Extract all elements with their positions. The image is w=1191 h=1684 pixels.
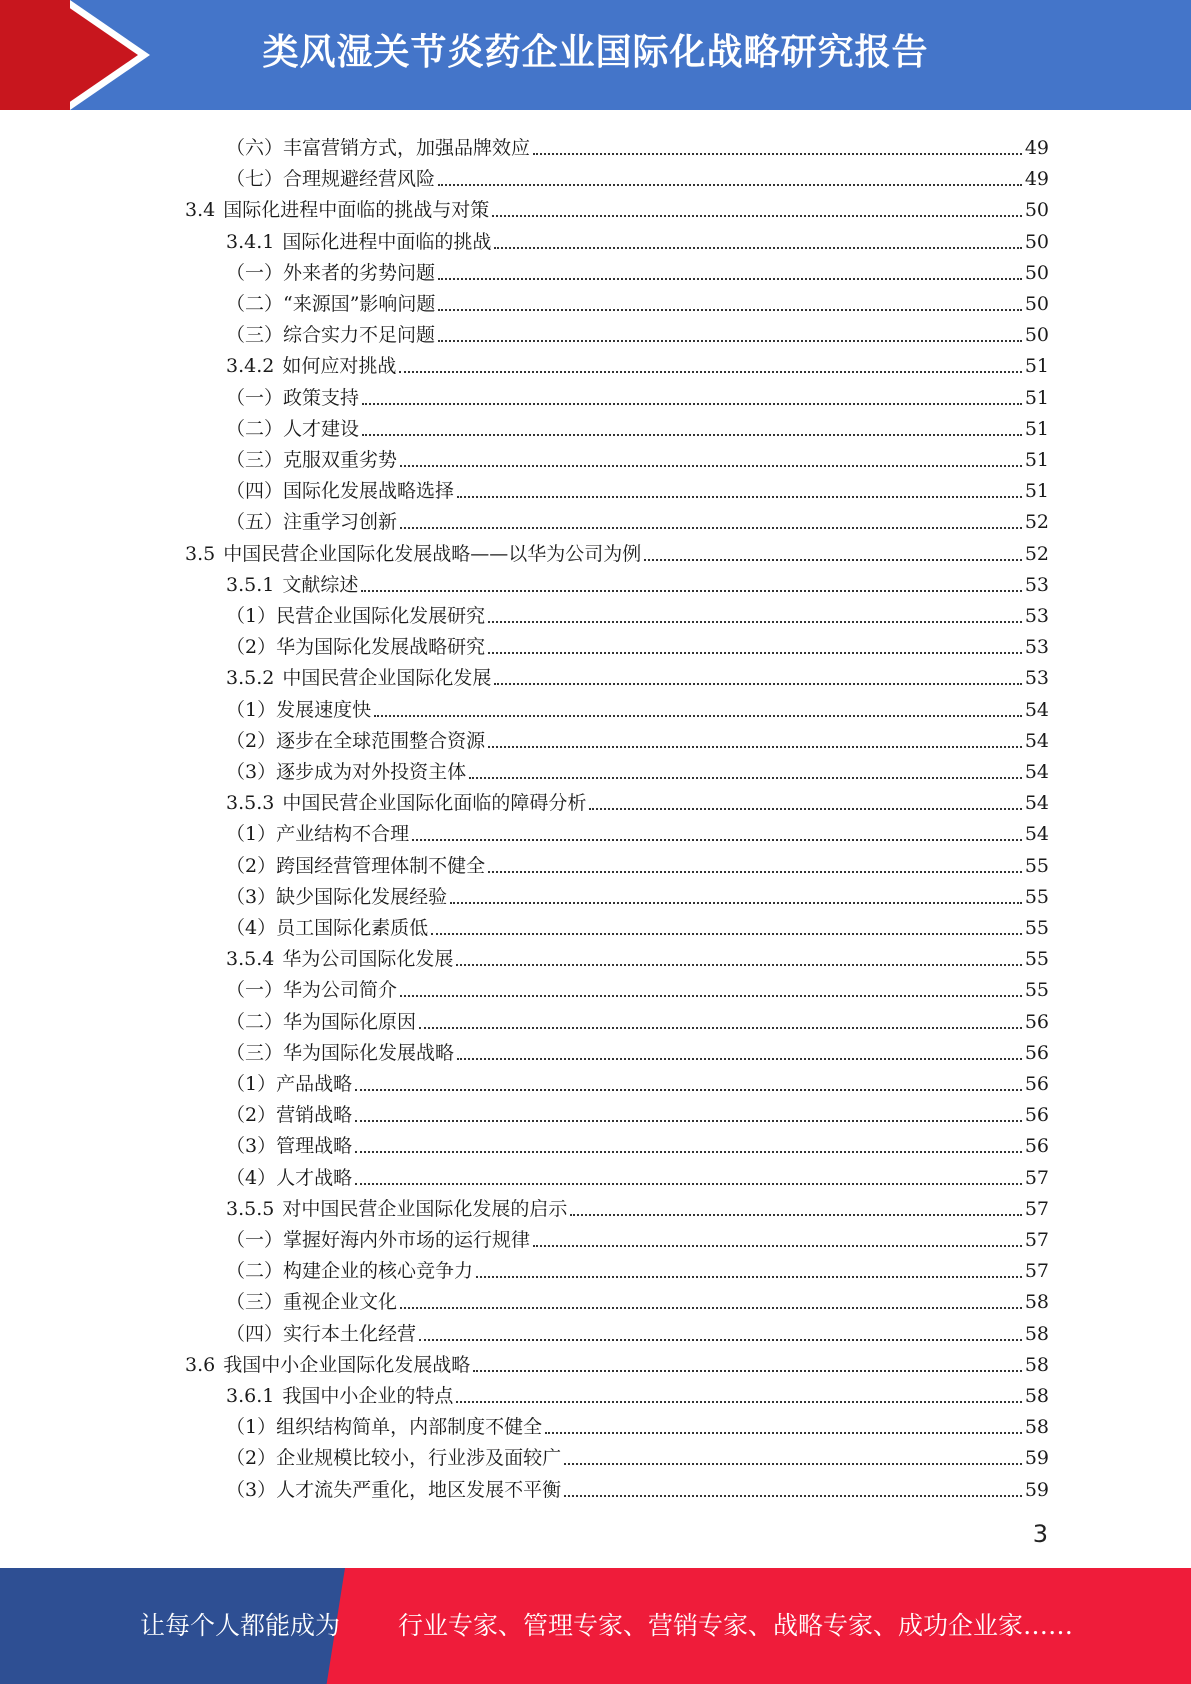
- toc-entry-label: （三）华为国际化发展战略: [226, 1041, 455, 1064]
- toc-entry-label: （4）人才战略: [226, 1166, 353, 1189]
- toc-entry-label: （一）华为公司简介: [226, 979, 398, 1002]
- toc-entry[interactable]: [226, 346, 1049, 377]
- toc-entry-label: 中国民营企业国际化发展战略——以华为公司为例: [223, 542, 642, 565]
- toc-entry-page: 53: [1024, 636, 1049, 659]
- toc-entry-page: 56: [1024, 1041, 1049, 1064]
- toc-entry-label: 文献综述: [282, 573, 359, 596]
- toc-entry-label: （一）外来者的劣势问题: [226, 261, 436, 284]
- toc-entry-page: 54: [1024, 729, 1049, 752]
- toc-entry-page: 52: [1024, 511, 1049, 534]
- toc-entry[interactable]: [226, 846, 1049, 877]
- toc-entry-page: 57: [1024, 1260, 1049, 1283]
- toc-entry-label: （二）华为国际化原因: [226, 1010, 417, 1033]
- toc-dot-leader: [400, 995, 1022, 997]
- toc-entry-number: 3.5: [185, 542, 216, 565]
- toc-entry-label: （3）逐步成为对外投资主体: [226, 761, 467, 783]
- toc-entry-label: 对中国民营企业国际化发展的启示: [282, 1197, 568, 1220]
- toc-dot-leader: [400, 465, 1022, 467]
- toc-entry[interactable]: [226, 814, 1049, 845]
- toc-entry[interactable]: [226, 1314, 1049, 1345]
- toc-dot-leader: [438, 278, 1022, 280]
- toc-dot-leader: [399, 371, 1021, 373]
- toc-entry[interactable]: [226, 627, 1049, 658]
- toc-entry-number: 3.6: [185, 1353, 216, 1376]
- footer-slogan-right: 行业专家、管理专家、营销专家、战略专家、成功企业家……: [398, 1611, 1074, 1640]
- toc-entry-label: （2）逐步在全球范围整合资源: [226, 729, 486, 752]
- toc-entry-label: 中国民营企业国际化发展: [282, 667, 492, 690]
- toc-entry-label: （2）企业规模比较小，行业涉及面较广: [226, 1447, 562, 1470]
- toc-entry[interactable]: [226, 1126, 1049, 1157]
- toc-entry-page: 58: [1024, 1353, 1049, 1376]
- toc-entry-label: 国际化进程中面临的挑战: [282, 230, 492, 253]
- toc-entry-page: 49: [1024, 137, 1049, 159]
- toc-entry-page: 58: [1024, 1385, 1049, 1407]
- toc-entry-number: 3.6.1: [226, 1385, 275, 1407]
- toc-entry-page: 51: [1024, 355, 1049, 378]
- toc-entry-number: 3.5.5: [226, 1197, 275, 1220]
- toc-entry[interactable]: [226, 877, 1049, 908]
- toc-dot-leader: [456, 964, 1021, 966]
- toc-entry-page: 52: [1024, 542, 1049, 565]
- toc-entry-label: （三）综合实力不足问题: [226, 324, 436, 347]
- toc-entry-label: 我国中小企业的特点: [282, 1385, 454, 1407]
- toc-entry-page: 49: [1024, 168, 1049, 191]
- toc-entry-label: （二）“来源国”影响问题: [226, 293, 436, 315]
- toc-entry-page: 55: [1024, 917, 1049, 939]
- toc-entry-page: 50: [1024, 230, 1049, 253]
- toc-entry[interactable]: [226, 409, 1049, 440]
- toc-entry[interactable]: [185, 190, 1049, 221]
- toc-entry-label: （二）人才建设: [226, 417, 360, 440]
- toc-entry-label: （1）产业结构不合理: [226, 823, 410, 846]
- toc-entry-label: （3）管理战略: [226, 1135, 353, 1158]
- toc-dot-leader: [419, 1027, 1022, 1029]
- toc-entry[interactable]: [226, 908, 1049, 939]
- toc-entry-label: （2）跨国经营管理体制不健全: [226, 854, 486, 877]
- toc-entry[interactable]: [226, 939, 1049, 970]
- toc-entry-page: 55: [1024, 885, 1049, 908]
- toc-dot-leader: [564, 1463, 1022, 1465]
- toc-entry[interactable]: [226, 1220, 1049, 1251]
- toc-dot-leader: [355, 1183, 1022, 1185]
- toc-entry-number: 3.4.2: [226, 355, 275, 378]
- toc-entry[interactable]: [226, 378, 1049, 409]
- toc-entry-label: （七）合理规避经营风险: [226, 168, 436, 191]
- toc-entry-number: 3.5.4: [226, 948, 275, 971]
- toc-entry[interactable]: [226, 783, 1049, 814]
- toc-entry-page: 56: [1024, 1073, 1049, 1095]
- toc-entry-label: 我国中小企业国际化发展战略: [223, 1353, 471, 1376]
- toc-dot-leader: [494, 247, 1021, 249]
- toc-entry[interactable]: [226, 970, 1049, 1001]
- toc-entry-label: （三）克服双重劣势: [226, 449, 398, 471]
- toc-entry-label: （2）华为国际化发展战略研究: [226, 636, 486, 659]
- toc-entry[interactable]: [226, 222, 1049, 253]
- toc-dot-leader: [564, 1495, 1022, 1497]
- toc-dot-leader: [644, 559, 1022, 561]
- toc-entry-number: 3.5.2: [226, 667, 275, 690]
- toc-entry[interactable]: [226, 1189, 1049, 1220]
- toc-entry[interactable]: [226, 565, 1049, 596]
- toc-entry-label: （五）注重学习创新: [226, 511, 398, 534]
- toc-entry[interactable]: [226, 1033, 1049, 1064]
- toc-dot-leader: [476, 1276, 1022, 1278]
- toc-entry-label: （四）国际化发展战略选择: [226, 480, 455, 503]
- toc-entry-page: 53: [1024, 573, 1049, 596]
- toc-entry-label: （3）缺少国际化发展经验: [226, 885, 448, 908]
- toc-entry-label: （2）营销战略: [226, 1104, 353, 1127]
- toc-entry[interactable]: [185, 1345, 1049, 1376]
- toc-entry-page: 58: [1024, 1291, 1049, 1314]
- toc-dot-leader: [494, 683, 1021, 685]
- toc-dot-leader: [431, 933, 1022, 935]
- toc-dot-leader: [438, 184, 1022, 186]
- toc-entry-label: （4）员工国际化素质低: [226, 917, 429, 939]
- toc-dot-leader: [438, 340, 1022, 342]
- toc-dot-leader: [589, 808, 1021, 810]
- toc-entry-page: 59: [1024, 1478, 1049, 1501]
- toc-entry-label: 如何应对挑战: [282, 355, 397, 378]
- toc-dot-leader: [488, 746, 1022, 748]
- toc-dot-leader: [362, 434, 1022, 436]
- toc-dot-leader: [473, 1370, 1022, 1372]
- toc-entry-page: 51: [1024, 386, 1049, 409]
- toc-entry-page: 57: [1024, 1166, 1049, 1189]
- toc-entry-label: （二）构建企业的核心竞争力: [226, 1260, 474, 1283]
- toc-entry[interactable]: [226, 721, 1049, 752]
- toc-entry-label: （一）掌握好海内外市场的运行规律: [226, 1229, 531, 1251]
- toc-entry-number: 3.5.3: [226, 792, 275, 815]
- toc-entry[interactable]: [226, 1251, 1049, 1282]
- toc-entry[interactable]: [226, 690, 1049, 721]
- toc-dot-leader: [374, 715, 1022, 717]
- toc-entry-page: 53: [1024, 667, 1049, 690]
- toc-entry-label: （三）重视企业文化: [226, 1291, 398, 1314]
- toc-entry[interactable]: [226, 1470, 1049, 1501]
- toc-dot-leader: [400, 1307, 1022, 1309]
- toc-dot-leader: [355, 1120, 1022, 1122]
- toc-dot-leader: [450, 902, 1022, 904]
- toc-entry-page: 57: [1024, 1229, 1049, 1251]
- toc-entry-page: 56: [1024, 1010, 1049, 1033]
- toc-entry-page: 56: [1024, 1135, 1049, 1158]
- toc-dot-leader: [533, 153, 1022, 155]
- toc-entry[interactable]: [226, 159, 1049, 190]
- footer-slogan-left: 让每个人都能成为: [140, 1611, 341, 1640]
- toc-entry[interactable]: [226, 128, 1049, 159]
- toc-entry-page: 57: [1024, 1197, 1049, 1220]
- toc-entry-label: （1）产品战略: [226, 1073, 353, 1095]
- toc-dot-leader: [533, 1245, 1022, 1247]
- page-footer: [0, 1568, 1191, 1684]
- toc-dot-leader: [412, 839, 1022, 841]
- toc-entry-label: 国际化进程中面临的挑战与对策: [223, 199, 490, 222]
- toc-entry[interactable]: [226, 471, 1049, 502]
- toc-entry[interactable]: [226, 440, 1049, 471]
- toc-entry-label: （1）民营企业国际化发展研究: [226, 605, 486, 627]
- toc-entry[interactable]: [226, 596, 1049, 627]
- toc-dot-leader: [419, 1339, 1022, 1341]
- toc-entry-page: 55: [1024, 979, 1049, 1002]
- toc-dot-leader: [570, 1214, 1021, 1216]
- toc-entry[interactable]: [185, 534, 1049, 565]
- toc-dot-leader: [457, 1058, 1022, 1060]
- toc-entry-number: 3.4.1: [226, 230, 275, 253]
- toc-entry-page: 51: [1024, 417, 1049, 440]
- toc-dot-leader: [469, 777, 1022, 779]
- toc-entry-page: 51: [1024, 480, 1049, 503]
- toc-entry-page: 50: [1024, 199, 1049, 222]
- toc-entry-page: 50: [1024, 324, 1049, 347]
- toc-entry-label: （一）政策支持: [226, 386, 360, 409]
- toc-entry-label: 中国民营企业国际化面临的障碍分析: [282, 792, 587, 815]
- toc-entry[interactable]: [226, 253, 1049, 284]
- toc-dot-leader: [488, 871, 1022, 873]
- toc-entry-page: 50: [1024, 293, 1049, 315]
- toc-entry-page: 59: [1024, 1447, 1049, 1470]
- toc-entry[interactable]: [226, 502, 1049, 533]
- toc-entry[interactable]: [226, 315, 1049, 346]
- toc-entry[interactable]: [226, 752, 1049, 783]
- toc-dot-leader: [488, 621, 1022, 623]
- toc-entry-page: 55: [1024, 854, 1049, 877]
- toc-entry-label: 华为公司国际化发展: [282, 948, 454, 971]
- toc-dot-leader: [545, 1432, 1022, 1434]
- toc-entry[interactable]: [226, 658, 1049, 689]
- toc-entry-page: 54: [1024, 792, 1049, 815]
- toc-dot-leader: [400, 527, 1022, 529]
- toc-entry-page: 50: [1024, 261, 1049, 284]
- toc-dot-leader: [362, 403, 1022, 405]
- toc-entry[interactable]: [226, 1002, 1049, 1033]
- toc-entry[interactable]: [226, 1095, 1049, 1126]
- header-red-chevron: [58, 0, 138, 110]
- toc-entry-page: 51: [1024, 449, 1049, 471]
- report-title: 类风湿关节炎药企业国际化战略研究报告: [262, 32, 929, 73]
- toc-entry[interactable]: [226, 1282, 1049, 1313]
- toc-entry-page: 53: [1024, 605, 1049, 627]
- toc-entry-number: 3.5.1: [226, 573, 275, 596]
- toc-entry[interactable]: [226, 284, 1049, 315]
- toc-dot-leader: [456, 1401, 1021, 1403]
- toc-dot-leader: [492, 215, 1022, 217]
- toc-entry-label: （3）人才流失严重化，地区发展不平衡: [226, 1478, 562, 1501]
- toc-entry-page: 58: [1024, 1322, 1049, 1345]
- toc-entry[interactable]: [226, 1407, 1049, 1438]
- toc-entry[interactable]: [226, 1064, 1049, 1095]
- toc-entry[interactable]: [226, 1158, 1049, 1189]
- page-number: 3: [1032, 1520, 1048, 1548]
- toc-entry-label: （1）发展速度快: [226, 698, 372, 721]
- toc-dot-leader: [488, 652, 1022, 654]
- toc-entry-page: 56: [1024, 1104, 1049, 1127]
- toc-entry-label: （四）实行本土化经营: [226, 1322, 417, 1345]
- toc-entry-number: 3.4: [185, 199, 216, 222]
- toc-entry-page: 58: [1024, 1416, 1049, 1439]
- toc-entry[interactable]: [226, 1438, 1049, 1469]
- toc-entry-page: 54: [1024, 761, 1049, 783]
- toc-entry-page: 54: [1024, 698, 1049, 721]
- toc-entry-page: 54: [1024, 823, 1049, 846]
- toc-entry-label: （六）丰富营销方式，加强品牌效应: [226, 137, 531, 159]
- page-header: [0, 0, 1191, 110]
- toc-entry[interactable]: [226, 1376, 1049, 1407]
- toc-dot-leader: [457, 496, 1022, 498]
- toc-dot-leader: [355, 1151, 1022, 1153]
- toc-entry-label: （1）组织结构简单，内部制度不健全: [226, 1416, 543, 1439]
- toc-dot-leader: [361, 590, 1021, 592]
- toc-dot-leader: [438, 309, 1021, 311]
- toc-dot-leader: [355, 1089, 1022, 1091]
- toc-entry-page: 55: [1024, 948, 1049, 971]
